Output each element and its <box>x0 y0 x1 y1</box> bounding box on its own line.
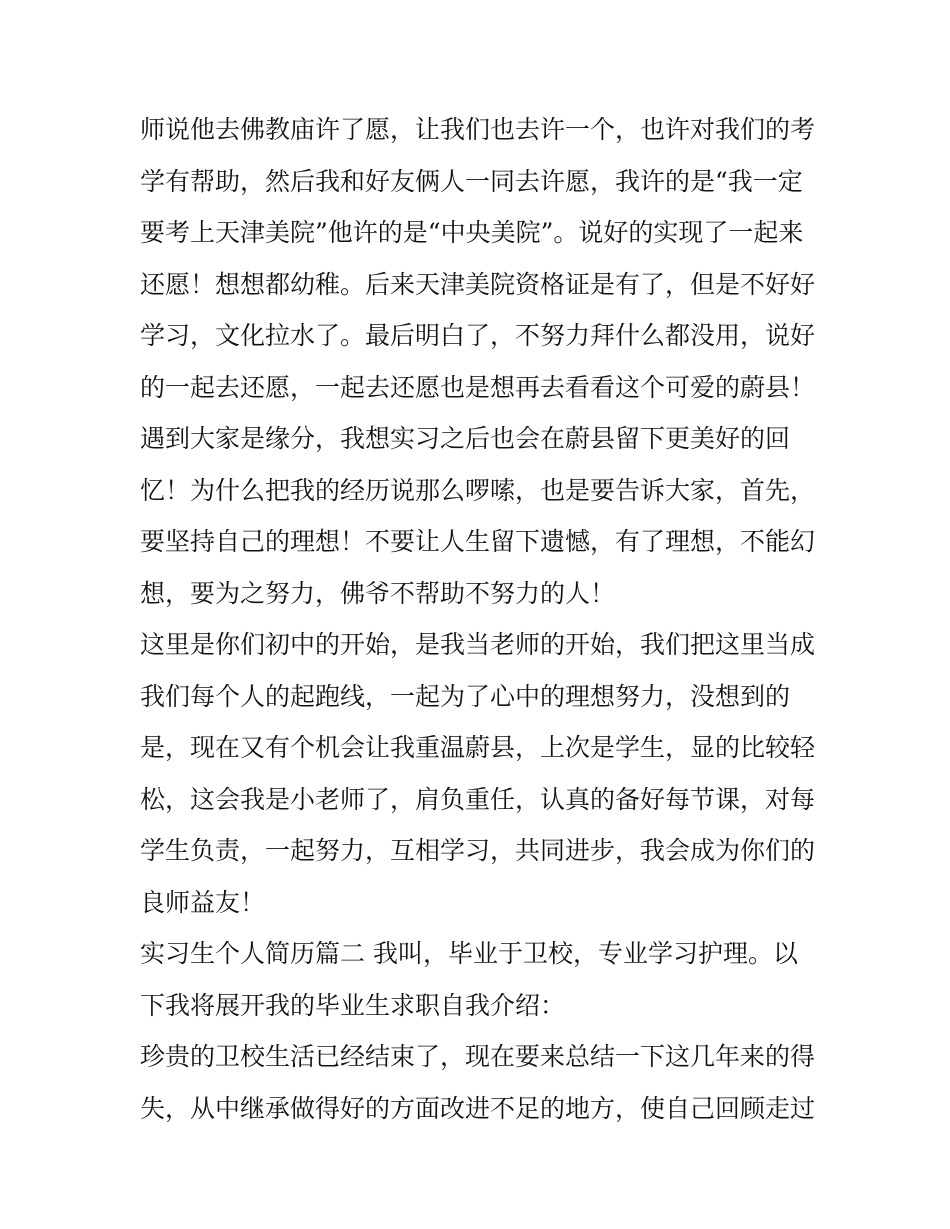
body-text <box>140 104 820 1134</box>
text-line: 学习，文化拉水了。最后明白了，不努力拜什么都没用，说好 <box>140 321 816 350</box>
text-line: 我们每个人的起跑线，一起为了心中的理想努力，没想到的 <box>140 681 791 711</box>
text-line: 失，从中继承做得好的方面改进不足的地方，使自己回顾走过 <box>140 1093 816 1123</box>
text-line: 这里是你们初中的开始，是我当老师的开始，我们把这里当成 <box>140 630 816 659</box>
text-line: 还愿！想想都幼稚。后来天津美院资格证是有了，但是不好好 <box>140 269 816 299</box>
text-line: 要坚持自己的理想！不要让人生留下遗憾，有了理想，不能幻 <box>140 527 816 556</box>
text-line: 的一起去还愿，一起去还愿也是想再去看看这个可爱的蔚县！ <box>140 372 816 402</box>
section-heading-line: 实习生个人简历篇二 我叫，毕业于卫校，专业学习护理。以 <box>140 939 798 968</box>
text-line: 想，要为之努力，佛爷不帮助不努力的人！ <box>140 578 616 608</box>
text-line: 下我将展开我的毕业生求职自我介绍： <box>140 990 566 1020</box>
text-line: 学有帮助，然后我和好友俩人一同去许愿，我许的是“我一定 <box>140 166 803 196</box>
text-line: 是，现在又有个机会让我重温蔚县，上次是学生，显的比较轻 <box>140 733 816 762</box>
text-line: 要考上天津美院”他许的是“中央美院”。说好的实现了一起来 <box>140 218 804 247</box>
text-line: 珍贵的卫校生活已经结束了，现在要来总结一下这几年来的得 <box>140 1042 816 1071</box>
text-line: 松，这会我是小老师了，肩负重任，认真的备好每节课，对每 <box>140 784 816 814</box>
text-line: 遇到大家是缘分，我想实习之后也会在蔚县留下更美好的回 <box>140 424 791 453</box>
text-line: 忆！为什么把我的经历说那么啰嗦，也是要告诉大家，首先， <box>140 475 816 505</box>
text-line: 师说他去佛教庙许了愿，让我们也去许一个，也许对我们的考 <box>140 115 816 144</box>
text-line: 学生负责，一起努力，互相学习，共同进步，我会成为你们的 <box>140 836 816 865</box>
text-line: 良师益友！ <box>140 887 266 917</box>
